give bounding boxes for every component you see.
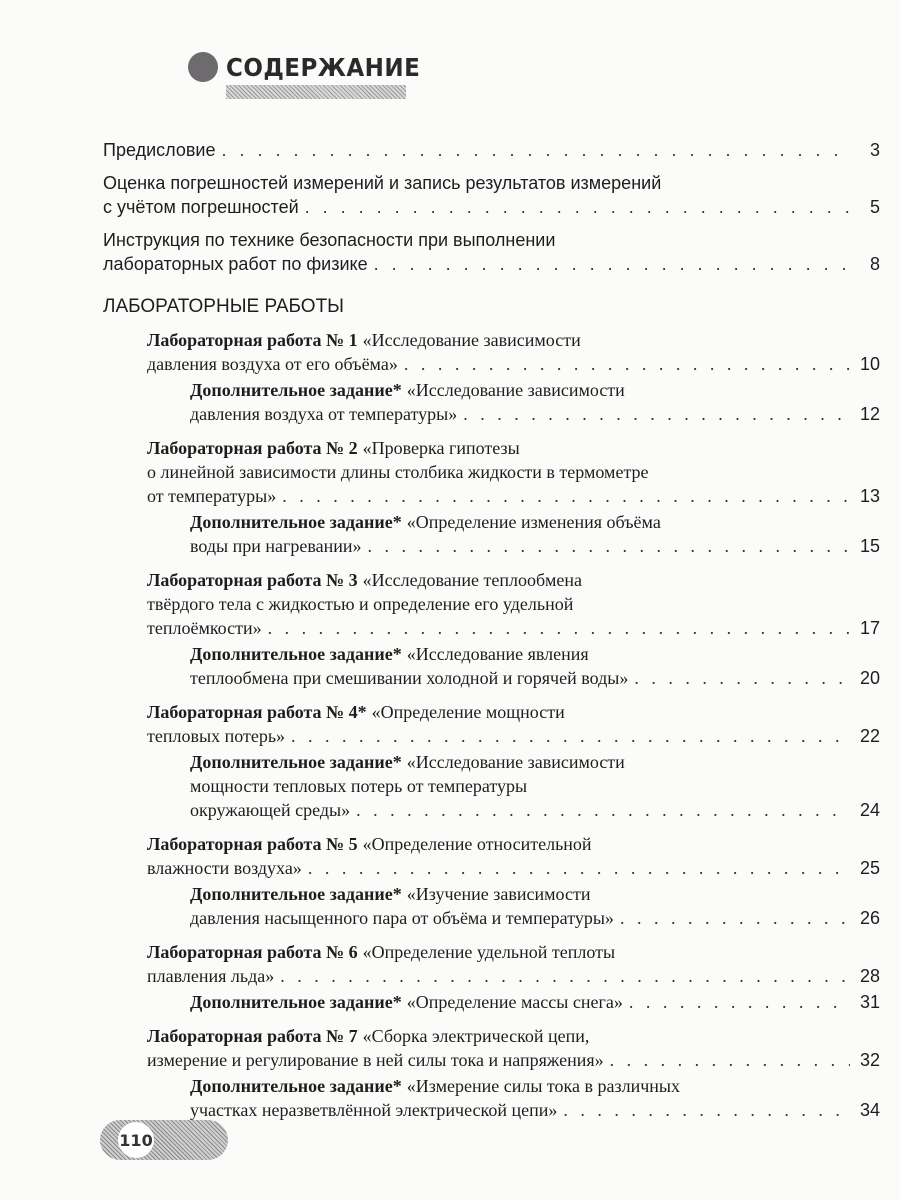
entry-line — [103, 230, 880, 254]
entry-line — [147, 858, 880, 882]
entry-text: лабораторных работ по физике — [103, 254, 368, 274]
entry-label: Лабораторная работа № 7 — [147, 1026, 358, 1046]
entry-text: Инструкция по технике безопасности при выполнении — [103, 230, 556, 250]
entry-text: твёрдого тела с жидкостью и определение его удельной — [147, 594, 574, 614]
entry-text: участках неразветвлённой электрической цепи» — [190, 1100, 558, 1120]
entry-text: «Определение изменения объёма — [406, 512, 661, 532]
extra-task-entry[interactable] — [190, 512, 880, 560]
entry-label: Дополнительное задание* — [190, 644, 402, 664]
entry-line — [190, 380, 880, 404]
page-ref: 15 — [859, 536, 880, 556]
dot-leader — [268, 618, 850, 639]
lab-entry[interactable] — [147, 942, 880, 990]
page-number: 110 — [118, 1122, 154, 1158]
entry-line — [147, 462, 880, 486]
entry-line — [147, 618, 880, 642]
entry-line — [190, 800, 880, 824]
entry-line — [147, 702, 880, 726]
dot-leader — [629, 992, 850, 1013]
entry-label: Дополнительное задание* — [190, 884, 402, 904]
dot-leader — [280, 966, 850, 987]
dot-leader — [291, 726, 850, 747]
extra-task-entry[interactable] — [190, 380, 880, 428]
entry-line — [147, 438, 880, 462]
entry-line — [190, 908, 880, 932]
entry-text: «Исследование зависимости — [406, 380, 625, 400]
entry-line — [103, 197, 880, 221]
entry-line — [147, 570, 880, 594]
entry-text: «Исследование теплообмена — [362, 570, 582, 590]
entry-text: давления насыщенного пара от объёма и температуры» — [190, 908, 614, 928]
page-ref: 24 — [859, 800, 880, 820]
entry-line — [190, 752, 880, 776]
entry-label: Лабораторная работа № 1 — [147, 330, 358, 350]
entry-text: с учётом погрешностей — [103, 197, 299, 217]
dot-leader — [463, 404, 850, 425]
page-ref: 17 — [859, 618, 880, 638]
entry-line — [190, 992, 880, 1016]
entry-text: «Определение массы снега» — [406, 992, 623, 1012]
entry-label: Лабораторная работа № 3 — [147, 570, 358, 590]
entry-text: от температуры» — [147, 486, 277, 506]
page-ref: 34 — [859, 1100, 880, 1120]
entry-line — [147, 1026, 880, 1050]
dot-leader — [368, 536, 850, 557]
dot-leader — [610, 1050, 850, 1071]
entry-label: Дополнительное задание* — [190, 380, 402, 400]
dot-leader — [305, 197, 850, 218]
entry-text: воды при нагревании» — [190, 536, 362, 556]
entry-text: «Определение относительной — [362, 834, 592, 854]
entry-text: «Изучение зависимости — [406, 884, 591, 904]
entry-line — [103, 254, 880, 278]
dot-leader — [308, 858, 850, 879]
entry-label: Лабораторная работа № 4* — [147, 702, 367, 722]
page-ref: 20 — [859, 668, 880, 688]
entry-line — [147, 354, 880, 378]
toc-entry[interactable] — [103, 173, 880, 221]
entry-line — [103, 173, 880, 197]
lab-entry[interactable] — [147, 702, 880, 750]
entry-text: теплоёмкости» — [147, 618, 262, 638]
page-ref: 26 — [859, 908, 880, 928]
entry-text: «Измерение силы тока в различных — [406, 1076, 681, 1096]
entry-text: «Проверка гипотезы — [362, 438, 520, 458]
entry-label: Лабораторная работа № 2 — [147, 438, 358, 458]
page-ref: 13 — [859, 486, 880, 506]
page-ref: 10 — [859, 354, 880, 374]
dot-leader — [563, 1100, 850, 1121]
lab-entry[interactable] — [147, 438, 880, 510]
dot-leader — [374, 254, 850, 275]
extra-task-entry[interactable] — [190, 644, 880, 692]
entry-label: Лабораторная работа № 5 — [147, 834, 358, 854]
entry-text: «Определение мощности — [371, 702, 565, 722]
page-ref: 12 — [859, 404, 880, 424]
entry-text: мощности тепловых потерь от температуры — [190, 776, 528, 796]
entry-line — [190, 404, 880, 428]
lab-entry[interactable] — [147, 1026, 880, 1074]
entry-text: «Исследование зависимости — [406, 752, 625, 772]
contents-title: СОДЕРЖАНИЕ — [226, 52, 421, 82]
entry-text: «Определение удельной теплоты — [362, 942, 616, 962]
entry-line — [190, 1100, 880, 1124]
entry-text: о линейной зависимости длины столбика жидкости в термометре — [147, 462, 649, 482]
entry-line — [147, 486, 880, 510]
entry-text: «Исследование зависимости — [362, 330, 581, 350]
dot-leader — [282, 486, 850, 507]
extra-task-entry[interactable] — [190, 752, 880, 824]
page-ref: 22 — [859, 726, 880, 746]
entry-label: Лабораторная работа № 6 — [147, 942, 358, 962]
entry-line — [190, 884, 880, 908]
entry-line — [103, 140, 880, 164]
dot-leader — [404, 354, 850, 375]
page-ref: 32 — [859, 1050, 880, 1070]
entry-label: Дополнительное задание* — [190, 992, 402, 1012]
entry-line — [190, 668, 880, 692]
bullet-circle-icon — [188, 52, 218, 82]
extra-task-entry[interactable] — [190, 992, 880, 1016]
lab-entry[interactable] — [147, 330, 880, 378]
entry-line — [147, 1050, 880, 1074]
entry-line — [147, 942, 880, 966]
entry-line — [147, 594, 880, 618]
lab-entry[interactable] — [147, 570, 880, 642]
entry-line — [190, 1076, 880, 1100]
page-ref: 28 — [859, 966, 880, 986]
table-of-contents — [103, 140, 880, 1134]
entry-label: Дополнительное задание* — [190, 752, 402, 772]
page-ref: 25 — [859, 858, 880, 878]
entry-line — [147, 966, 880, 990]
toc-entry[interactable] — [103, 230, 880, 278]
entry-text: давления воздуха от его объёма» — [147, 354, 398, 374]
entry-line — [190, 644, 880, 668]
page-ref: 3 — [869, 140, 880, 160]
extra-task-entry[interactable] — [190, 884, 880, 932]
entry-text: Оценка погрешностей измерений и запись результатов измерений — [103, 173, 662, 193]
entry-text: плавления льда» — [147, 966, 275, 986]
lab-entry[interactable] — [147, 834, 880, 882]
contents-heading — [188, 52, 437, 82]
entry-text: измерение и регулирование в ней силы тока и напряжения» — [147, 1050, 604, 1070]
dot-leader — [221, 140, 850, 161]
entry-label: Дополнительное задание* — [190, 512, 402, 532]
entry-text: Предисловие — [103, 140, 216, 160]
entry-text: давления воздуха от температуры» — [190, 404, 458, 424]
page-ref: 5 — [869, 197, 880, 217]
entry-label: Дополнительное задание* — [190, 1076, 402, 1096]
extra-task-entry[interactable] — [190, 1076, 880, 1124]
dot-leader — [356, 800, 850, 821]
dot-leader — [634, 668, 850, 689]
entry-line — [190, 776, 880, 800]
page-number-tab — [100, 1120, 228, 1160]
section-title: ЛАБОРАТОРНЫЕ РАБОТЫ — [103, 296, 344, 317]
entry-line — [147, 726, 880, 750]
entry-line — [147, 330, 880, 354]
entry-line — [190, 536, 880, 560]
heading-underline — [226, 85, 406, 99]
entry-text: окружающей среды» — [190, 800, 351, 820]
toc-entry[interactable] — [103, 140, 880, 164]
entry-line — [190, 512, 880, 536]
entry-text: теплообмена при смешивании холодной и горячей воды» — [190, 668, 629, 688]
entry-line — [147, 834, 880, 858]
entry-text: влажности воздуха» — [147, 858, 302, 878]
page-ref: 31 — [859, 992, 880, 1012]
page-ref: 8 — [869, 254, 880, 274]
entry-text: тепловых потерь» — [147, 726, 286, 746]
dot-leader — [620, 908, 850, 929]
entry-text: «Сборка электрической цепи, — [362, 1026, 590, 1046]
entry-text: «Исследование явления — [406, 644, 589, 664]
